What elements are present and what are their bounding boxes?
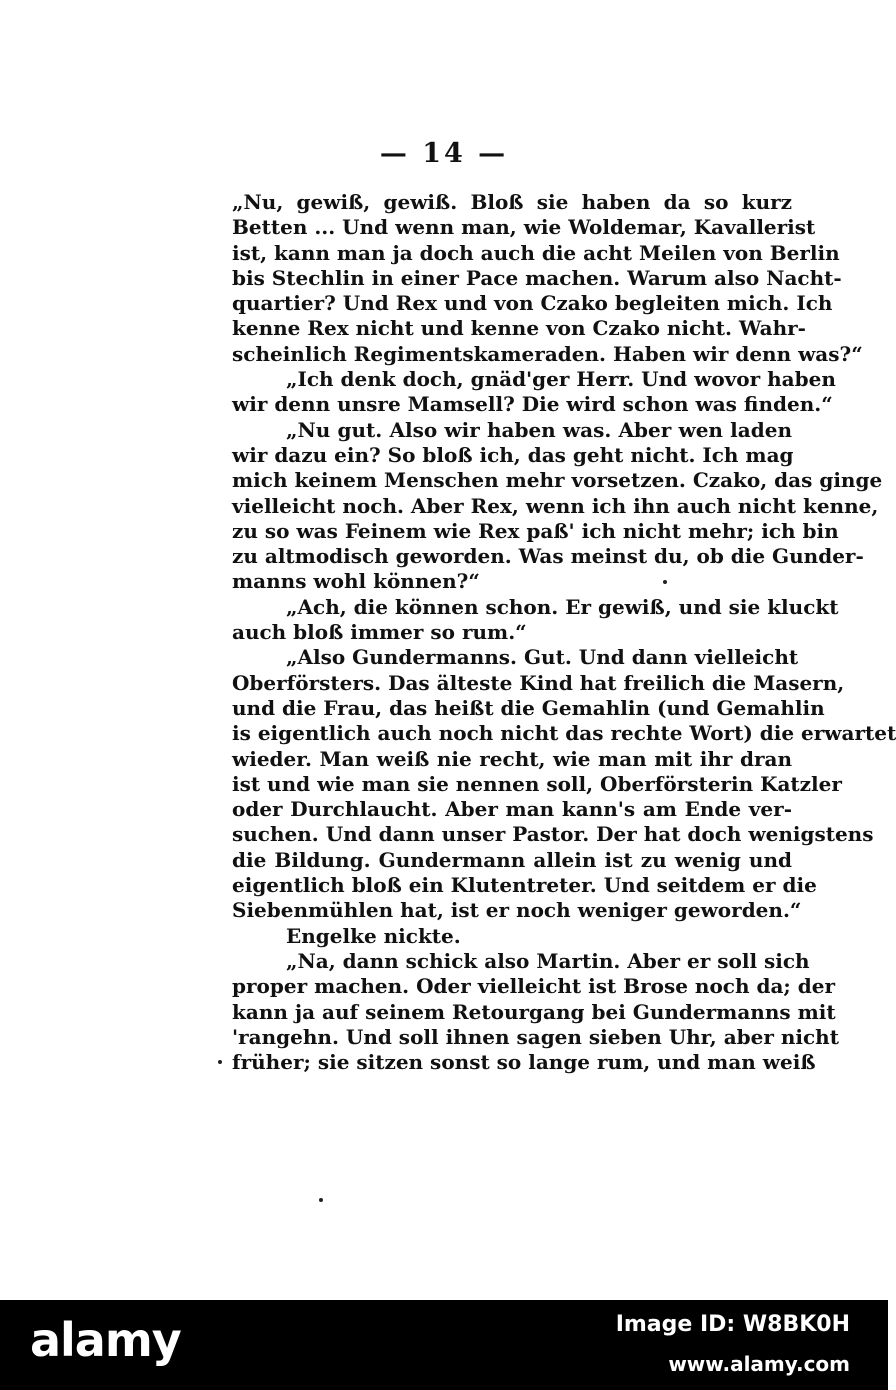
image-id-label: Image ID: W8BK0H xyxy=(615,1312,850,1337)
text-line: suchen. Und dann unser Pastor. Der hat doch wenigstens xyxy=(232,822,874,847)
text-line: ist, kann man ja doch auch die acht Meilen von Berlin xyxy=(232,240,840,265)
text-line: früher; sie sitzen sonst so lange rum, und man weiß xyxy=(232,1050,816,1075)
text-line: proper machen. Oder vielleicht ist Brose noch da; der xyxy=(232,974,835,999)
print-speck xyxy=(319,1198,323,1202)
text-line: „Nu, gewiß, gewiß. Bloß sie haben da so kurz xyxy=(232,190,792,214)
text-line: Oberförsters. Das älteste Kind hat freilich die Masern, xyxy=(232,670,845,695)
text-line: 'rangehn. Und soll ihnen sagen sieben Uhr, aber nicht xyxy=(232,1024,839,1049)
print-speck xyxy=(663,580,667,584)
text-line: zu altmodisch geworden. Was meinst du, ob die Gunder- xyxy=(232,544,864,569)
text-line: mich keinem Menschen mehr vorsetzen. Czako, das ginge xyxy=(232,468,883,493)
text-line: eigentlich bloß ein Klutentreter. Und seitdem er die xyxy=(232,873,817,898)
text-line: is eigentlich auch noch nicht das rechte Wort) die erwartet xyxy=(232,721,896,746)
alamy-logo: alamy xyxy=(30,1313,181,1367)
watermark-bar xyxy=(0,1300,888,1390)
text-line: „Ich denk doch, gnäd'ger Herr. Und wovor haben xyxy=(286,367,836,392)
text-line: wieder. Man weiß nie recht, wie man mit ihr dran xyxy=(232,746,792,771)
text-line: auch bloß immer so rum.“ xyxy=(232,620,527,645)
text-line: ist und wie man sie nennen soll, Oberförsterin Katzler xyxy=(232,771,842,796)
text-line: vielleicht noch. Aber Rex, wenn ich ihn auch nicht kenne, xyxy=(232,493,879,518)
body-text xyxy=(232,190,896,1075)
text-line: Engelke nickte. xyxy=(286,923,461,948)
text-line: quartier? Und Rex und von Czako begleiten mich. Ich xyxy=(232,291,833,316)
text-line: scheinlich Regimentskameraden. Haben wir denn was?“ xyxy=(232,341,863,366)
text-line: kenne Rex nicht und kenne von Czako nicht. Wahr- xyxy=(232,316,806,341)
print-speck xyxy=(218,1060,222,1064)
text-line: Siebenmühlen hat, ist er noch weniger geworden.“ xyxy=(232,898,802,923)
text-line: „Nu gut. Also wir haben was. Aber wen laden xyxy=(286,417,792,442)
text-line: bis Stechlin in einer Pace machen. Warum also Nacht- xyxy=(232,265,842,290)
text-line: „Also Gundermanns. Gut. Und dann vielleicht xyxy=(286,645,799,670)
text-line: „Na, dann schick also Martin. Aber er soll sich xyxy=(286,948,810,973)
text-line: wir dazu ein? So bloß ich, das geht nicht. Ich mag xyxy=(232,442,794,467)
text-line: zu so was Feinem wie Rex paß' ich nicht mehr; ich bin xyxy=(232,518,839,543)
text-line: wir denn unsre Mamsell? Die wird schon was finden.“ xyxy=(232,392,833,417)
site-url-label: www.alamy.com xyxy=(668,1352,850,1376)
text-line: die Bildung. Gundermann allein ist zu wenig und xyxy=(232,847,792,872)
text-line: oder Durchlaucht. Aber man kann's am Ende ver- xyxy=(232,797,792,822)
text-line: kann ja auf seinem Retourgang bei Gundermanns mit xyxy=(232,999,836,1024)
text-line: „Ach, die können schon. Er gewiß, und sie kluckt xyxy=(286,594,839,619)
text-line: manns wohl können?“ xyxy=(232,569,480,594)
text-line: Betten ... Und wenn man, wie Woldemar, Kavallerist xyxy=(232,215,816,240)
page-number: — 14 — xyxy=(379,138,509,169)
text-line: und die Frau, das heißt die Gemahlin (und Gemahlin xyxy=(232,695,825,720)
